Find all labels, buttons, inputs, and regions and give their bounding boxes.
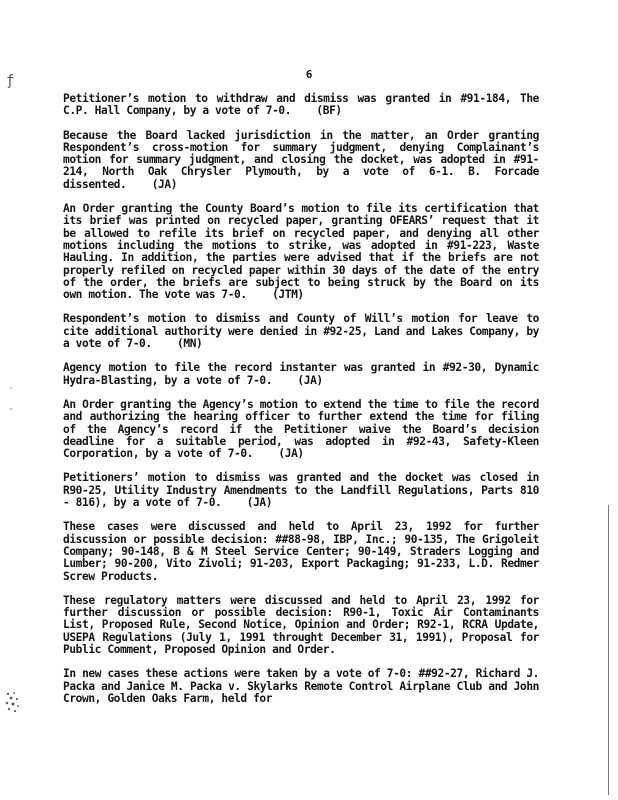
- paragraph: [63, 399, 539, 460]
- paragraph-text: Agency motion to file the record instanter was granted in #92-30, Dynamic Hydra-Blasting, by a vote of 7-0.: [63, 361, 539, 387]
- paragraph-text: These cases were discussed and held to April 23, 1992 for further discussion or possible decision: ##88-98, IBP, Inc.; 90-135, The Grigoleit Company; 90-148, B & M Steel Service Center; 90-149, Straders Logging and Lumber; 90-200, Vito Zivoli; 91-203, Export Packaging; 91-233, L.D. Redmer Screw Products.: [63, 520, 539, 583]
- staff-initials: (MN): [177, 337, 203, 351]
- paragraph-text: Petitioner’s motion to withdraw and dismiss was granted in #91-184, The C.P. Hall Company, by a vote of 7-0.: [63, 92, 539, 118]
- staff-initials: (JA): [297, 373, 323, 387]
- minutes-body: [63, 93, 539, 717]
- staff-initials: (BF): [316, 104, 342, 118]
- paragraph: [63, 668, 539, 705]
- margin-mark-top: ƒ: [6, 73, 15, 89]
- paragraph-text: In new cases these actions were taken by a vote of 7-0: ##92-27, Richard J. Packa and Janice M. Packa v. Skylarks Remote Control Airplane Club and John Crown, Golden Oaks Farm, held for: [63, 667, 539, 705]
- staff-initials: (JA): [246, 496, 273, 510]
- paragraph: [63, 93, 539, 118]
- margin-mark-lower: ˏ: [8, 399, 15, 410]
- paragraph: [63, 521, 539, 582]
- paragraph: [63, 362, 539, 387]
- paragraph-text: An Order granting the County Board’s motion to file its certification that its brief was printed on recycled paper, granting OFEARS’ request that it be allowed to refile its brief on recycled paper, and denying all other motions including the motions to strike, was adopted in #91-223, Waste Hauling. In addition, the parties were advised that if the briefs are not properly refiled on recycled paper within 30 days of the date of the entry of the order, the briefs are subject to being struck by the Board on its own motion. The vote was 7-0.: [63, 202, 539, 302]
- paragraph: [63, 595, 539, 656]
- paragraph-text: These regulatory matters were discussed and held to April 23, 1992 for further discussion or possible decision: R90-1, Toxic Air Contaminants List, Proposed Rule, Second Notice, Opinion and Order; R92-1, RCRA Update, USEPA Regulations (July 1, 1991 throught December 31, 1991), Proposal for Public Comment, Proposed Opinion and Order.: [63, 593, 539, 656]
- paragraph-text: Respondent’s motion to dismiss and County of Will’s motion for leave to cite additional authority were denied in #92-25, Land and Lakes Company, by a vote of 7-0.: [63, 312, 539, 351]
- scan-edge-line: [608, 505, 609, 795]
- margin-mark-middle: ′: [8, 386, 15, 397]
- paragraph: [63, 130, 539, 191]
- paragraph: [63, 203, 539, 301]
- paragraph-text: Because the Board lacked jurisdiction in the matter, an Order granting Respondent’s cross-motion for summary judgment, denying Complainant’s motion for summary judgment, and closing the docket, was adopted in #91-214, North Oak Chrysler Plymouth, by a vote of 6-1. B. Forcade dissented.: [63, 128, 539, 191]
- paragraph-text: Petitioners’ motion to dismiss was granted and the docket was closed in R90-25, Utility Industry Amendments to the Landfill Regulations, Parts 810 - 816), by a vote of 7-0.: [63, 471, 539, 510]
- staff-initials: (JTM): [272, 288, 304, 302]
- staff-initials: (JA): [151, 177, 178, 191]
- paragraph: [63, 472, 539, 509]
- staff-initials: (JA): [278, 447, 304, 461]
- page-number: 6: [305, 68, 313, 81]
- scan-artifact: [3, 690, 23, 714]
- paragraph: [63, 313, 539, 350]
- paragraph-text: An Order granting the Agency’s motion to extend the time to file the record and authorizing the hearing officer to further extend the time for filing of the Agency’s record if the Petitioner waive the Board’s decision deadline for a suitable period, was adopted in #92-43, Safety-Kleen Corporation, by a vote of 7-0.: [63, 397, 539, 461]
